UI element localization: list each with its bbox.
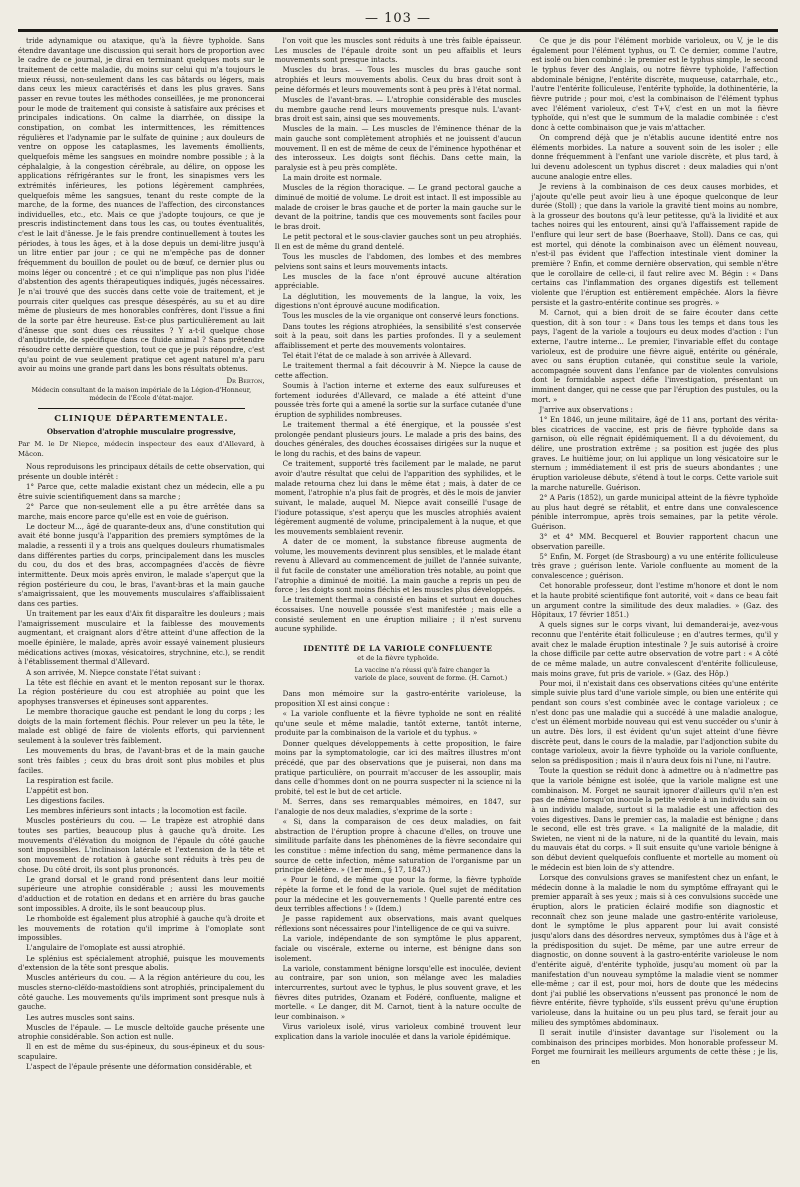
paragraph: Pour moi, il n'existait dans ces observations citées qu'une entérite simple suivie plus tard d'une variole simple, ou bien une entérite qui pendant son cours s'est combinée avec le contage varioleux ; ce n'est donc pas une maladie qui a succédé à une maladie analogue, c'est un élément morbide nouveau qui est venu succéder ou s'unir à un autre. Dès lors, il est évident qu'un sujet atteint d'une fièvre discrète peut, dans le cours de la maladie, par l'adjonction subite du contage varioleux, avoir la fièvre typhoïde ou la variole confluente, selon sa prédisposition ; mais il n'aura deux fois ni l'une, ni l'autre. [531, 678, 778, 766]
paragraph: tride adynamique ou ataxique, qu'à la fièvre typhoïde. Sans étendre davantage une discussion qui serait hors de proportion avec le cadre de ce journal, je dirai en terminant quelques mots sur le traitement de cette maladie, du moins sur celui qui m'a toujours le mieux réussi, non-seulement dans les cas bâtards ou légers, mais dans ceux les mieux caractérisés et dans les plus graves. Sans passer en revue toutes les méthodes conseillées, je me prononcerai pour le mode de traitement qui consiste à satisfaire aux précises et principales indications. On calme la diarrhée, on dissipe la constipation, on combat les intermittences, les rémittences régulières et l'adynamie par le sulfate de quinine ; aux douleurs de ventre on oppose les cataplasmes, les lavements émollients, quelquefois même les sangsues en moindre nombre possible ; à la céphalalgie, à la congestion cérébrale, au délire, on oppose les applications réfrigérantes sur le front, les sinapismes vers les extrémités inférieures, les potions légèrement camphrées, quelquefois même les sangsues, tenant du reste compte de la marche, de la forme, des nuances de l'affection, des circonstances individuelles, etc., etc. Mais ce que j'adopte toujours, ce que je prescris indistinctement dans tous les cas, ou toutes éventualités, c'est le lait d'ânesse. Je le fais prendre continuellement à toutes les périodes, à tous les âges, et à la dose depuis un demi-litre jusqu'à un litre entier par jour ; ce qui ne m'empêche pas de donner fréquemment du bouillon de poulet ou de bœuf, ce dernier plus ou moins léger ou concentré ; et ce qui n'implique pas non plus l'idée d'abstention des agents thérapeutiques indiqués, jugés nécessaires. Je n'ai trouvé que des succès dans cette voie de traitement, et je pourrais citer quelques cas presque désespérés, au su et au dire même de plusieurs de mes honorables confrères, dont l'issue a fini de la sorte par être heureuse. Est-ce plus particulièrement au lait d'ânesse que sont dues ces réussites ? Y a-t-il quelque chose d'antiputride, de spécifique dans ce fluide animal ? Sans prétendre résoudre cette dernière question, tout ce que je puis répondre, c'est qu'au point de vue seulement pratique cet agent naturel m'a paru avoir au moins une grande part dans les bons résultats obtenus. [18, 36, 265, 374]
paragraph: Muscles de l'avant-bras. — L'atrophie considérable des muscles du membre gauche rend leurs mouvements presque nuls. L'avant-bras droit est sain, ainsi que ses mouvements. [274, 94, 522, 124]
article-heading-sub: et de la fièvre typhoïde. [357, 653, 439, 662]
section-title: CLINIQUE DÉPARTEMENTALE. [54, 413, 229, 424]
paragraph: Le traitement thermal a fait découvrir à M. Niepce la cause de cette affection. [274, 361, 522, 380]
paragraph: Les mouvements du bras, de l'avant-bras et de la main gauche sont très faibles ; ceux du bras droit sont plus mobiles et plus faciles. [18, 746, 265, 775]
paragraph: La déglutition, les mouvements de la langue, la voix, les digestions n'ont éprouvé aucune modification. [274, 291, 522, 311]
paragraph: 1° En 1846, un jeune militaire, âgé de 11 ans, portant des vérita-bles cicatrices de vaccine, est pris de fièvre typhoïde dans sa garnison, où elle régnait épidémiquement. Il a du dévoiement, du délire, une prostration extrême ; sa position est jugée des plus graves. Le huitième jour, on lui applique un long vésicatoire sur le sternum ; immédiatement il est pris de sueurs abondantes ; une éruption varioleuse débute, s'étend à tout le corps. Cette variole suit la marche naturelle. Guérison. [531, 415, 778, 492]
paragraph: Il en est de même du sus-épineux, du sous-épineux et du sous-scapulaire. [18, 1042, 265, 1062]
paragraph: Je passe rapidement aux observations, mais avant quelques réflexions sont nécessaires pour l'intelligence de ce qui va suivre. [274, 914, 522, 934]
paragraph: Les autres muscles sont sains. [26, 1012, 135, 1022]
paragraph: La variole, constamment bénigne lorsqu'elle est inoculée, devient au contraire, par son union, son mélange avec les maladies intercurrentes, surtout avec le typhus, le plus souvent grave, et les fièvres dites putrides, Ozanam et Fodéré, confluente, maligne et mortelle. « Le danger, dit M. Carnot, tient à la nature occulte de leur combinaison. » [274, 963, 522, 1021]
paragraph: Le traitement thermal a été énergique, et la poussée s'est prolongée pendant plusieurs jours. Le malade a pris des bains, des douches générales, des douches écossaises dirigées sur la nuque et le long du rachis, et des bains de vapeur. [274, 420, 522, 459]
paragraph: La variole, indépendante de son symptôme le plus apparent, faciale ou viscérale, externe ou interne, est bénigne dans son isolement. [274, 934, 522, 963]
paragraph: 5° Enfin, M. Forget (de Strasbourg) a vu une entérite folliculeuse très grave ; guérison lente. Variole confluente au moment de la convalescence ; guérison. [531, 551, 778, 581]
paragraph: Les muscles de la face n'ont éprouvé aucune altération appréciable. [274, 271, 522, 291]
paragraph: M. Carnot, qui a bien droit de se faire écouter dans cette question, dit à son tour : « Dans tous les temps et dans tous les pays, l'agent de la variole a toujours eu deux modes d'action : l'un externe, l'autre interne... Le premier, l'invariable effet du contage varioleux, est de produire une fièvre aiguë, entérite ou générale, avec ou sans éruption cutanée, qui constitue seule la variole, accompagnée souvent dans l'enfance par de violentes convulsions dont le formidable aspect défie l'investigation, présentant un imminent danger, qui ne cesse que par l'éruption des pustules, ou la mort. » [531, 307, 778, 404]
paragraph: Tous les muscles de l'abdomen, des lombes et des membres pelviens sont sains et leurs mouvements intacts. [274, 251, 522, 271]
paragraph: Le splénius est spécialement atrophié, puisque les mouvements d'extension de la tête sont presque abolis. [18, 953, 265, 973]
paragraph: Le membre thoracique gauche est pendant le long du corps ; les doigts de la main fortement fléchis. Pour relever un peu la tête, le malade est obligé de faire de violents efforts, qui parviennent seulement à la soulever très faiblement. [18, 707, 265, 746]
paragraph: J'arrive aux observations : [539, 404, 633, 414]
paragraph: Le grand dorsal et le grand rond présentent dans leur moitié supérieure une atrophie considérable ; aussi les mouvements d'adduction et de rotation en dedans et en arrière du bras gauche sont impossibles. A droite, ils le sont beaucoup plus. [18, 874, 265, 913]
article-heading: IDENTITÉ DE LA VARIOLE CONFLUENTE [303, 644, 493, 654]
paragraph: Nous reproduisons les principaux détails de cette observation, qui présente un double intérêt : [18, 462, 265, 481]
paragraph: Je reviens à la combinaison de ces deux causes morbides, et j'ajoute qu'elle peut avoir lieu à une époque quelconque de leur durée (Stoll) ; que dans la variole la gravité tient moins au nombre, à la grosseur des boutons qu'à leur petitesse, qu'à la lividité et aux taches noires qui les entourent, ainsi qu'à l'affaissement rapide de l'enflure qui leur sert de base (Boerhaave, Stoll). Dans ce cas, qui est mortel, qui dénote la combinaison avec un élément nouveau, n'est-il pas évident que l'affection intestinale vient dominer la première ? Enfin, et comme dernière observation, qui semble n'être que le corollaire de celle-ci, il faut relire avec M. Bégin : « Dans certains cas l'inflammation des organes digestifs est tellement violente que l'éruption est entièrement empêchée. Alors la fièvre persiste et la gastro-entérite continue ses progrès. » [531, 181, 778, 307]
paragraph: Donner quelques développements à cette proposition, le faire moins par la symptomatologie, car ici des maîtres illustres m'ont précédé, que par des observations que je puiserai, non dans ma pratique particulière, on pourrait m'accuser de les assouplir, mais dans celle d'hommes dont on ne pourra suspecter ni la science ni la probité, tel est le but de cet article. [274, 738, 522, 796]
page-number: — 103 — [364, 11, 432, 26]
paragraph: L'angulaire de l'omoplate est aussi atrophié. [26, 943, 186, 953]
paragraph: La respiration est facile. [26, 775, 114, 785]
paragraph: 1° Parce que, cette maladie existant chez un médecin, elle a pu être suivie scientifiquement dans sa marche ; [18, 482, 265, 501]
paragraph: Un traitement par les eaux d'Aix fit disparaître les douleurs ; mais l'amaigrissement musculaire et la faiblesse des mouvements augmentant, et craignant alors d'être atteint d'une affection de la moelle épinière, le malade, après avoir essayé vainement plusieurs médications actives (moxas, vésicatoires, strychnine, etc.), se rendit à l'établissement thermal d'Allevard. [18, 609, 265, 667]
paragraph: Lorsque des convulsions graves se manifestent chez un enfant, le médecin donne à la maladie le nom du symptôme effrayant qui le premier apparaît à ses yeux ; mais si à ces convulsions succède une éruption, alors le praticien éclairé modifie son diagnostic et reconnaît chez son jeune malade une gastro-entérite varioleuse, dont le symptôme le plus apparent pour lui avait consisté jusqu'alors dans des désordres nerveux, symptômes dus à l'âge et à la prédisposition du sujet. De même, par une autre erreur de diagnostic, on donne souvent à la gastro-entérite varioleuse le nom d'entérite aiguë, d'entérite typhoïde, jusqu'au moment où par la manifestation d'un nouveau symptôme la maladie vient se nommer elle-même ; car il est, pour moi, hors de doute que les médecins dont j'ai publié les observations n'eussent pas prononcé le nom de fièvre entérite, fièvre typhoïde, s'ils eussent prévu qu'une éruption varioleuse, dans la huitaine ou un peu plus tard, se ferait jour au milieu des symptômes abdominaux. [531, 872, 778, 1027]
paragraph: 2° Parce que non-seulement elle a pu être arrêtée dans sa marche, mais encore parce qu'elle est en voie de guérison. [18, 501, 265, 521]
paragraph: « Pour le fond, de même que pour la forme, la fièvre typhoïde répète la forme et le fond de la variole. Quel sujet de méditation pour la médecine et les gouvernements ! Quelle parenté entre ces deux terribles affections ! » (Idem.) [274, 875, 522, 914]
paragraph: Le petit pectoral et le sous-clavier gauches sont un peu atrophiés. Il en est de même du grand dentelé. [274, 232, 522, 251]
paragraph: M. Serres, dans ses remarquables mémoires, en 1847, sur l'analogie de nos deux maladies, s'exprime de la sorte : [274, 797, 522, 816]
paragraph: Il serait inutile d'insister davantage sur l'isolement ou la combinaison des principes morbides. Mon honorable professeur M. Forget me fournirait les meilleurs arguments de cette thèse ; je lis, en [531, 1027, 778, 1066]
column-right [531, 36, 778, 1186]
paragraph: 3° et 4° MM. Becquerel et Bouvier rapportent chacun une observation pareille. [531, 531, 778, 551]
paragraph: 2° A Paris (1852), un garde municipal atteint de la fièvre typhoïde au plus haut degré se rétablit, et entre dans une convalescence pénible interrompue, après trois semaines, par la petite vérole. Guérison. [531, 492, 778, 531]
paragraph: Muscles postérieurs du cou. — Le trapèze est atrophié dans toutes ses parties, beaucoup plus à gauche qu'à droite. Les mouvements d'élévation du moignon de l'épaule du côté gauche sont impossibles. L'inclinaison latérale et l'extension de la tête et son mouvement de rotation à gauche sont réduits à très peu de chose. Du côté droit, ils sont plus prononcés. [18, 816, 265, 874]
article-byline: Par M. le Dr Niepce, médecin inspecteur des eaux d'Allevard, à Mâcon. [18, 439, 265, 458]
paragraph: « Si, dans la comparaison de ces deux maladies, on fait abstraction de l'éruption propre à chacune d'elles, on trouve une similitude parfaite dans les phénomènes de la fièvre secondaire qui les constitue : même infection du sang, même permanence dans la source de cette infection, même saturation de l'organisme par un principe délétère. » (1er mém., § 17, 1847.) [274, 816, 522, 875]
paragraph: L'aspect de l'épaule présente une déformation considérable, et [26, 1062, 252, 1072]
section-divider [38, 408, 245, 409]
paragraph: Ce que je dis pour l'élément morbide varioleux, ou V, je le dis également pour l'élément typhus, ou T. Ce dernier, comme l'autre, est isolé ou bien combiné : le premier est le typhus simple, le second le typhus fever des Anglais, ou notre fièvre typhoïde, l'affection abdominale bénigne, l'entérite discrète, muqueuse, catarrhale, etc., l'autre l'entérite folliculeuse, l'entérite typhoïde, la dothinentérie, la fièvre putride ; pour moi, c'est la combinaison de l'élément typhus avec l'élément varioleux, c'est T+V, c'est en un mot la fièvre typhoïde, qui n'est que le summum de la maladie combinée : c'est donc à cette combinaison que je vais m'attacher. [531, 36, 778, 132]
paragraph: Muscles du bras. — Tous les muscles du bras gauche sont atrophiés et leurs mouvements abolis. Ceux du bras droit sont à peine déformés et leurs mouvements sont à peu près à l'état normal. [274, 65, 522, 94]
paragraph: Muscles de la main. — Les muscles de l'éminence thénar de la main gauche sont complètement atrophiés et ne jouissent d'aucun mouvement. Il en est de même de ceux de l'éminence hypothénar et des interosseux. Les doigts sont fléchis. Dans cette main, la paralysie est à peu près complète. [274, 124, 522, 173]
paragraph: Ce traitement, supporté très facilement par le malade, ne parut avoir d'autre résultat que celui de l'apparition des syphilides, et le malade retourna chez lui dans le même état ; mais, à dater de ce moment, l'atrophie n'a plus fait de progrès, et dès le mois de janvier suivant, le malade, auquel M. Niepce avait conseillé l'usage de l'iodure potassique, s'est aperçu que les muscles atrophiés avaient légèrement augmenté de volume, principalement à la nuque, et que les mouvements semblaient revenir. [274, 459, 522, 536]
paragraph: Soumis à l'action interne et externe des eaux sulfureuses et fortement iodurées d'Allevard, ce malade a été atteint d'une poussée très forte qui a amené la sortie sur la surface cutanée d'une éruption de syphilides nombreuses. [274, 380, 522, 419]
paragraph: Les membres inférieurs sont intacts ; la locomotion est facile. [26, 806, 247, 816]
paragraph: La main droite est normale. [282, 173, 382, 183]
column-middle [275, 36, 522, 1186]
paragraph: Tous les muscles de la vie organique ont conservé leurs fonctions. [282, 311, 520, 321]
paragraph: Dans mon mémoire sur la gastro-entérite varioleuse, la proposition XI est ainsi conçue : [274, 689, 522, 708]
paragraph: Virus varioleux isolé, virus varioleux combiné trouvent leur explication dans la variole inoculée et dans la variole épidémique. [274, 1022, 522, 1041]
signature-affiliation: Médecin consultant de la maison impériale de la Légion-d'Honneur, médecin de l'École d'état-major. [31, 385, 252, 402]
paragraph: La tête est fléchie en avant et le menton reposant sur le thorax. La région postérieure du cou est atrophiée au point que les apophyses transverses et épineuses sont apparentes. [18, 677, 265, 706]
article-subtitle: Observation d'atrophie musculaire progressive, [46, 427, 236, 437]
signature: Dr Berton, [226, 375, 265, 385]
paragraph: l'on voit que les muscles sont réduits à une très faible épaisseur. Les muscles de l'épaule droite sont un peu affaiblis et leurs mouvements sont presque intacts. [274, 36, 522, 65]
paragraph: Muscles de l'épaule. — Le muscle deltoïde gauche présente une atrophie considérable. Son action est nulle. [18, 1022, 265, 1042]
paragraph: Tel était l'état de ce malade à son arrivée à Allevard. [282, 351, 472, 360]
paragraph: Les digestions faciles. [26, 796, 105, 806]
header-rule [18, 29, 778, 32]
paragraph: Le docteur M..., âgé de quarante-deux ans, d'une constitution qui avait été bonne jusqu'à l'apparition des premiers symptômes de la maladie, a ressenti il y a trois ans quelques douleurs rhumatismales dans différentes parties du corps, principalement dans les muscles du cou, du dos et des bras, accompagnées d'accès de fièvre intermittente. Deux mois après environ, le malade s'aperçut que la région postérieure du cou, le bras, l'avant-bras et la main gauche s'amaigrissaient, que les mouvements musculaires s'affaiblissaient dans ces parties. [18, 521, 265, 608]
paragraph: L'appétit est bon. [26, 785, 89, 795]
paragraph: A quels signes sur le corps vivant, lui demanderai-je, avez-vous reconnu que l'entérite était folliculeuse ; en d'autres termes, qu'il y avait chez le malade éruption intestinale ? Je suis autorisé à croire la chose difficile par cette autre observation de votre part : « A côté de ce même malade, un autre convalescent d'entérite folliculeuse, mais moins grave, fut pris de variole. » (Gaz. des Hôp.) [531, 620, 778, 678]
column-left [18, 36, 265, 1186]
paragraph: Muscles antérieurs du cou. — A la région antérieure du cou, les muscles sterno-cléïdo-mastoïdiens sont atrophiés, principalement du côté gauche. Les mouvements qu'ils impriment sont presque nuls à gauche. [18, 973, 265, 1012]
paragraph: A son arrivée, M. Niepce constate l'état suivant : [26, 667, 201, 677]
paragraph: Muscles de la région thoracique. — Le grand pectoral gauche a diminué de moitié de volume. Le droit est intact. Il est impossible au malade de croiser le bras gauche et de porter la main gauche sur le devant de la poitrine, tandis que ces mouvements sont faciles pour le bras droit. [274, 183, 522, 231]
paragraph: A dater de ce moment, la substance fibreuse augmenta de volume, les mouvements devinrent plus sensibles, et le malade étant revenu à Allevard au commencement de juillet de l'année suivante, il fut facile de constater une amélioration très notable, au point que l'atrophie a diminué de moitié. La main gauche a repris un peu de force ; les doigts sont moins fléchis et les muscles plus développés. [274, 536, 522, 595]
paragraph: Dans toutes les régions atrophiées, la sensibilité s'est conservée soit à la peau, soit dans les parties profondes. Il y a seulement affaiblissement et perte des mouvements volontaires. [274, 321, 522, 350]
columns [18, 36, 778, 1186]
paragraph: Le rhomboïde est également plus atrophié à gauche qu'à droite et les mouvements de rotation qu'il imprime à l'omoplate sont impossibles. [18, 913, 265, 943]
paragraph: Le traitement thermal a consisté en bains et surtout en douches écossaises. Une nouvelle poussée s'est manifestée ; mais elle a consisté seulement en une éruption miliaire ; il n'est survenu aucune syphilide. [274, 595, 522, 634]
paragraph: « La variole confluente et la fièvre typhoïde ne sont en réalité qu'une seule et même maladie, tantôt externe, tantôt interne, produite par la combinaison de la variole et du typhus. » [274, 709, 522, 738]
paragraph: Cet honorable professeur, dont l'estime m'honore et dont le nom et la haute probité scientifique font autorité, voit « dans ce beau fait un argument contre la similitude des deux maladies. » (Gaz. des Hôpitaux, 17 février 1851.) [531, 581, 778, 620]
paragraph: Toute la question se réduit donc à admettre ou à n'admettre pas que la variole bénigne est isolée, que la variole maligne est une combinaison. M. Forget ne saurait ignorer d'ailleurs qu'il n'en est pas de même lorsqu'on inocule la petite vérole à un individu sain ou à un individu malade, surtout si la maladie est une affection des voies digestives. Dans le premier cas, la maladie est bénigne ; dans le second, elle est très grave. « La malignité de la maladie, dit Swieten, ne vient ni de la nature, ni de la quantité du levain, mais du mauvais état du corps. » Il suit ensuite qu'une variole bénigne à son début devient quelquefois confluente et mortelle au moment où le médecin est bien loin de s'y attendre. [531, 766, 778, 872]
epigraph: La vaccine n'a réussi qu'à faire changer la variole de place, souvent de forme. (H. Carnot.) [354, 667, 508, 683]
paragraph: On comprend déjà que je n'établis aucune identité entre nos éléments morbides. La nature a souvent soin de les isoler ; elle donne fréquemment à l'enfant une variole discrète, et plus tard, à lui devenu adolescent un typhus discret : deux maladies qui n'ont aucune analogie entre elles. [531, 133, 778, 181]
